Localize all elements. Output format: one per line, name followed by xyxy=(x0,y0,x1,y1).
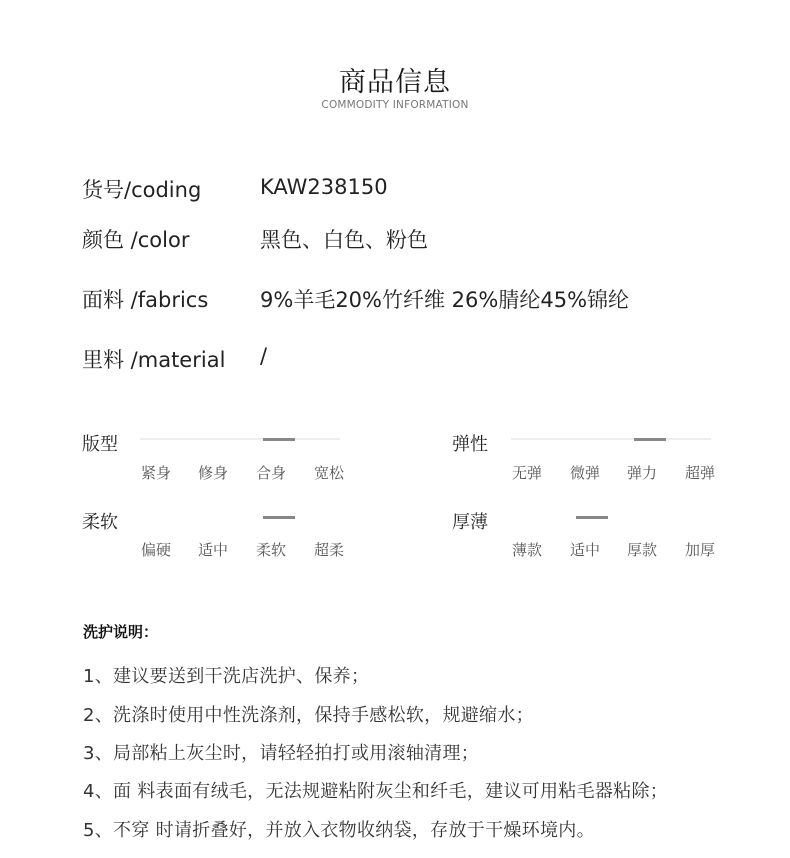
softness-scale-marker xyxy=(263,516,295,519)
color-value: 黑色、白色、粉色 xyxy=(260,228,428,252)
fabrics-value: 9%羊毛20%竹纤维 26%腈纶45%锦纶 xyxy=(260,288,630,312)
fit-option-slim: 修身 xyxy=(197,464,228,482)
elasticity-option-super: 超弹 xyxy=(684,464,715,482)
care-item: 1、建议要送到干洗店洗护、保养； xyxy=(83,666,370,687)
softness-option-super-soft: 超柔 xyxy=(313,541,344,559)
care-item: 5、不穿 时请折叠好，并放入衣物收纳袋，存放于干燥环境内。 xyxy=(83,820,595,841)
softness-option-soft: 柔软 xyxy=(255,541,286,559)
fit-scale-track xyxy=(140,438,340,440)
thickness-option-extra-thick: 加厚 xyxy=(684,541,715,559)
fit-option-tight: 紧身 xyxy=(140,464,171,482)
thickness-scale-marker xyxy=(576,516,608,519)
softness-scale-title: 柔软 xyxy=(82,512,118,533)
page-subtitle: COMMODITY INFORMATION xyxy=(321,99,469,111)
elasticity-option-slight: 微弹 xyxy=(569,464,600,482)
care-item: 2、洗涤时使用中性洗涤剂，保持手感松软，规避缩水； xyxy=(83,705,534,726)
thickness-scale-track xyxy=(511,516,711,518)
color-label: 颜色 /color xyxy=(82,228,190,252)
elasticity-option-none: 无弹 xyxy=(511,464,542,482)
elasticity-scale-track xyxy=(511,438,711,440)
thickness-option-thick: 厚款 xyxy=(626,541,657,559)
softness-option-medium: 适中 xyxy=(197,541,228,559)
page-title: 商品信息 xyxy=(339,67,451,98)
coding-label: 货号/coding xyxy=(82,178,202,202)
care-item: 3、局部粘上灰尘时，请轻轻拍打或用滚轴清理； xyxy=(83,743,480,764)
material-label: 里料 /material xyxy=(82,348,226,372)
fit-option-loose: 宽松 xyxy=(313,464,344,482)
coding-value: KAW238150 xyxy=(260,175,388,199)
elasticity-scale-marker xyxy=(634,438,666,441)
elasticity-scale-title: 弹性 xyxy=(452,434,488,455)
fit-option-regular: 合身 xyxy=(255,464,286,482)
thickness-option-medium: 适中 xyxy=(569,541,600,559)
fit-scale-marker xyxy=(263,438,295,441)
thickness-scale-title: 厚薄 xyxy=(452,512,488,533)
softness-option-stiff: 偏硬 xyxy=(140,541,171,559)
care-item: 4、面 料表面有绒毛，无法规避粘附灰尘和纤毛，建议可用粘毛器粘除； xyxy=(83,781,669,802)
elasticity-option-stretch: 弹力 xyxy=(626,464,657,482)
material-value: / xyxy=(260,344,268,368)
care-heading: 洗护说明： xyxy=(83,623,159,641)
fabrics-label: 面料 /fabrics xyxy=(82,288,209,312)
thickness-option-thin: 薄款 xyxy=(511,541,542,559)
softness-scale-track xyxy=(140,516,340,518)
fit-scale-title: 版型 xyxy=(82,434,118,455)
